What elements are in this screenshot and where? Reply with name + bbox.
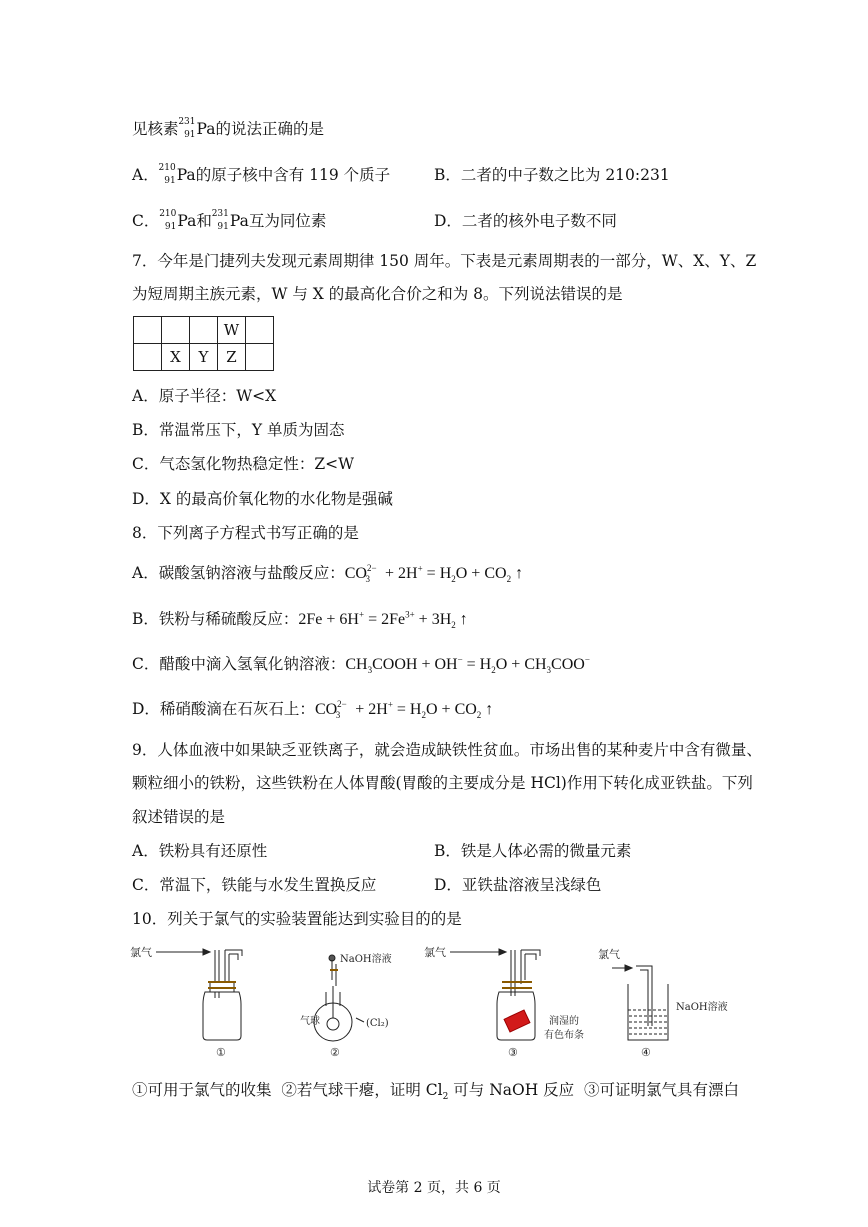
cell [190,317,218,344]
q8-option-c: C．醋酸中滴入氢氧化钠溶液：$CH_3COOH + OH^- = H_2O + CH_3COO^-$ [132,654,590,676]
q9-option-c: C．常温下，铁能与水发生置换反应 [132,876,377,894]
q8-option-a: A．碳酸氢钠溶液与盐酸反应：$CO2-3 + 2H^+ = H_2O + CO_2$ ↑ [132,563,524,585]
q6-stem: 见核素 231 91 Pa的说法正确的是 [132,117,325,140]
cell [134,317,162,344]
label-n1: ① [216,1046,226,1059]
q7-option-a: A．原子半径：W<X [132,387,277,405]
periodic-table-fragment [133,316,274,371]
q7-option-c: C．气态氢化物热稳定性：Z<W [132,455,355,473]
q8-option-b: B．铁粉与稀硫酸反应：$2Fe + 6H^+ = 2Fe^{3+} + 3H_2$ ↑ [132,609,468,631]
q6-option-c: C． 210 91 Pa和 231 91 Pa互为同位素 [132,209,327,232]
equation-b: $2Fe + 6H^+ = 2Fe^{3+} + 3H_2$ ↑ [298,609,468,631]
label-chlorine-4: 氯气 [598,948,620,961]
cell [246,317,274,344]
label-n3: ③ [508,1046,518,1059]
q9-option-a: A．铁粉具有还原性 [132,842,268,860]
q7-stem-line1: 7．今年是门捷列夫发现元素周期律 150 周年。下表是元素周期表的一部分，W、X、Y、Z [132,252,757,270]
cell-z: Z [218,344,246,371]
apparatus-figure [0,940,868,1070]
q8-stem: 8．下列离子方程式书写正确的是 [132,524,359,542]
label-n2: ② [330,1046,340,1059]
q7-option-d: D．X 的最高价氧化物的水化物是强碱 [132,490,393,508]
cell-x: X [162,344,190,371]
equation-d: $CO2-3 + 2H^+ = H_2O + CO_2$ ↑ [314,699,494,721]
q9-stem-line2: 颗粒细小的铁粉，这些铁粉在人体胃酸(胃酸的主要成分是 HCl)作用下转化成亚铁盐。下列 [132,774,753,792]
page-footer: 试卷第 2 页，共 6 页 [367,1180,501,1196]
cell-y: Y [190,344,218,371]
q9-stem-line1: 9．人体血液中如果缺乏亚铁离子，就会造成缺铁性贫血。市场出售的某种麦片中含有微量、 [132,741,762,759]
q9-option-b: B．铁是人体必需的微量元素 [434,842,632,860]
label-cl2: (Cl₂) [366,1018,389,1029]
label-wet-cloth: 润湿的 [549,1016,579,1027]
cell [162,317,190,344]
q10-stem: 10．列关于氯气的实验装置能达到实验目的的是 [132,910,462,928]
cell-w: W [218,317,246,344]
q6-option-d: D．二者的核外电子数不同 [434,212,617,230]
label-balloon: 气球 [300,1016,320,1027]
label-chlorine-3: 氯气 [424,946,446,959]
q8-option-d: D．稀硝酸滴在石灰石上：$CO2-3 + 2H^+ = H_2O + CO_2$ ↑ [132,699,494,721]
q6-option-b: B．二者的中子数之比为 210:231 [434,166,670,184]
q10-conclusions: ①可用于氯气的收集 ②若气球干瘪，证明 $Cl_2$ 可与 NaOH 反应 ③可证明氯气具有漂白 [132,1081,740,1103]
equation-c: $CH_3COOH + OH^- = H_2O + CH_3COO^-$ [345,654,590,676]
label-naoh-2: NaOH溶液 [340,954,392,965]
cell [134,344,162,371]
q7-option-b: B．常温常压下，Y 单质为固态 [132,421,345,439]
equation-a: $CO2-3 + 2H^+ = H_2O + CO_2$ ↑ [344,563,524,585]
q7-stem-line2: 为短周期主族元素，W 与 X 的最高化合价之和为 8。下列说法错误的是 [132,285,623,303]
q9-stem-line3: 叙述错误的是 [132,808,226,826]
nuclide-pa231: 231 91 [178,117,196,140]
q6-option-a: A． 210 91 Pa的原子核中含有 119 个质子 [132,163,391,186]
label-n4: ④ [641,1046,651,1059]
cell [246,344,274,371]
label-chlorine-1: 氯气 [130,946,152,959]
label-naoh-4: NaOH溶液 [676,1002,728,1013]
q9-option-d: D．亚铁盐溶液呈浅绿色 [434,876,602,894]
label-wet-cloth-2: 有色布条 [544,1030,584,1041]
